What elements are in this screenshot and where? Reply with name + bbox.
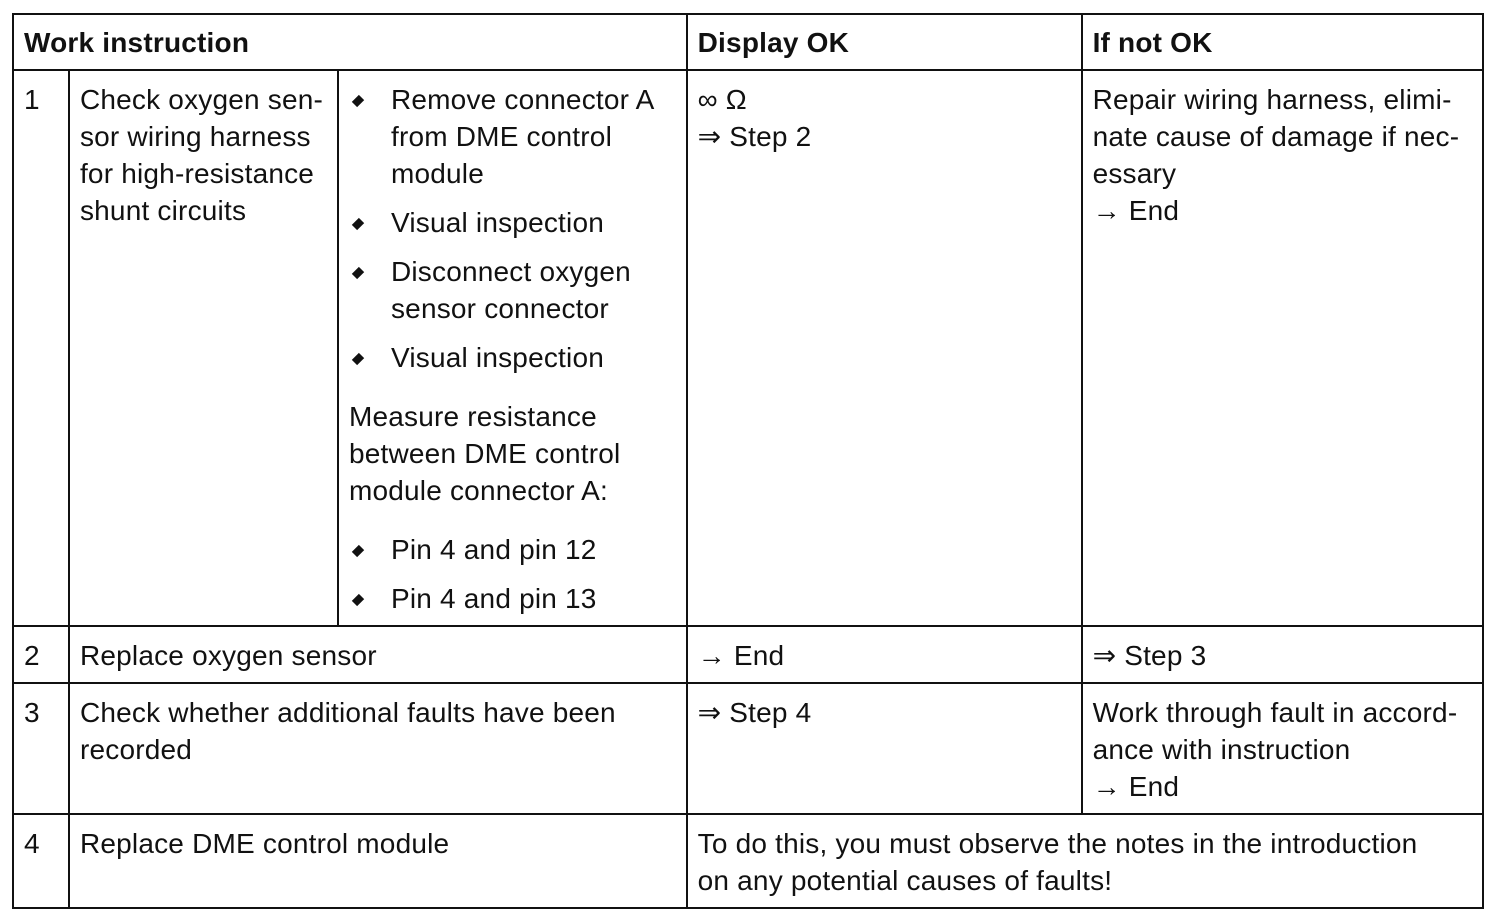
task-cell xyxy=(69,70,338,626)
task-line: Check whether additional faults have been xyxy=(79,697,616,728)
if-not-ok-line: → End xyxy=(1092,771,1180,802)
measure-line: Measure resistance xyxy=(348,401,597,432)
pin-list xyxy=(349,531,676,617)
if-not-ok-line: essary xyxy=(1092,158,1177,189)
task-line: Check oxygen sen- xyxy=(79,84,324,115)
task-cell: Replace oxygen sensor xyxy=(69,626,687,683)
task-line: for high-resistance xyxy=(79,158,315,189)
list-item-line: Pin 4 and pin 12 xyxy=(390,534,597,565)
table-row-step-2 xyxy=(13,626,1483,683)
diamond-bullet-icon xyxy=(352,353,364,365)
list-item xyxy=(349,81,676,192)
table-row-step-3 xyxy=(13,683,1483,814)
display-ok-line: ⇒ Step 2 xyxy=(697,121,812,152)
list-item-line: from DME control xyxy=(390,121,612,152)
if-not-ok-line: ance with instruction xyxy=(1092,734,1351,765)
display-ok-cell xyxy=(687,70,1082,626)
task-cell: Replace DME control module xyxy=(69,814,687,908)
table-row-step-4 xyxy=(13,814,1483,908)
list-item xyxy=(349,531,676,568)
diamond-bullet-icon xyxy=(352,545,364,557)
if-not-ok-line: nate cause of damage if nec- xyxy=(1092,121,1460,152)
header-if-not-ok: If not OK xyxy=(1082,14,1483,70)
if-not-ok-line: Repair wiring harness, elimi- xyxy=(1092,84,1452,115)
list-item xyxy=(349,204,676,241)
display-ok-cell: ⇒ Step 4 xyxy=(687,683,1082,814)
list-item-line: Visual inspection xyxy=(390,342,604,373)
task-line: recorded xyxy=(79,734,193,765)
task-line: shunt circuits xyxy=(79,195,247,226)
display-ok-cell: → End xyxy=(687,626,1082,683)
list-item-line: Visual inspection xyxy=(390,207,604,238)
step-number: 3 xyxy=(13,683,69,814)
list-item-line: Remove connector A xyxy=(390,84,655,115)
list-item-line: sensor connector xyxy=(390,293,609,324)
step-number: 1 xyxy=(13,70,69,626)
if-not-ok-line: → End xyxy=(1092,195,1180,226)
list-item xyxy=(349,253,676,327)
list-item xyxy=(349,580,676,617)
step-number: 4 xyxy=(13,814,69,908)
header-display-ok: Display OK xyxy=(687,14,1082,70)
step-number: 2 xyxy=(13,626,69,683)
table-row-step-1 xyxy=(13,70,1483,626)
sub-instructions-cell xyxy=(338,70,687,626)
measure-line: between DME control xyxy=(348,438,621,469)
if-not-ok-line: Work through fault in accord- xyxy=(1092,697,1458,728)
list-item-line: Disconnect oxygen xyxy=(390,256,631,287)
list-item-line: module xyxy=(390,158,485,189)
measure-line: module connector A: xyxy=(348,475,609,506)
diamond-bullet-icon xyxy=(352,594,364,606)
if-not-ok-cell xyxy=(1082,683,1483,814)
diamond-bullet-icon xyxy=(352,95,364,107)
diamond-bullet-icon xyxy=(352,267,364,279)
if-not-ok-cell xyxy=(1082,70,1483,626)
note-line: on any potential causes of faults! xyxy=(697,865,1113,896)
display-ok-line: ∞ Ω xyxy=(697,84,747,115)
measure-instruction xyxy=(349,398,676,509)
procedure-list xyxy=(349,81,676,376)
list-item-line: Pin 4 and pin 13 xyxy=(390,583,597,614)
header-work-instruction: Work instruction xyxy=(13,14,687,70)
if-not-ok-cell: ⇒ Step 3 xyxy=(1082,626,1483,683)
task-line: sor wiring harness xyxy=(79,121,311,152)
task-cell xyxy=(69,683,687,814)
diamond-bullet-icon xyxy=(352,218,364,230)
note-line: To do this, you must observe the notes in the introduction xyxy=(697,828,1418,859)
work-instruction-table xyxy=(12,13,1484,909)
list-item xyxy=(349,339,676,376)
note-cell xyxy=(687,814,1483,908)
header-row xyxy=(13,14,1483,70)
